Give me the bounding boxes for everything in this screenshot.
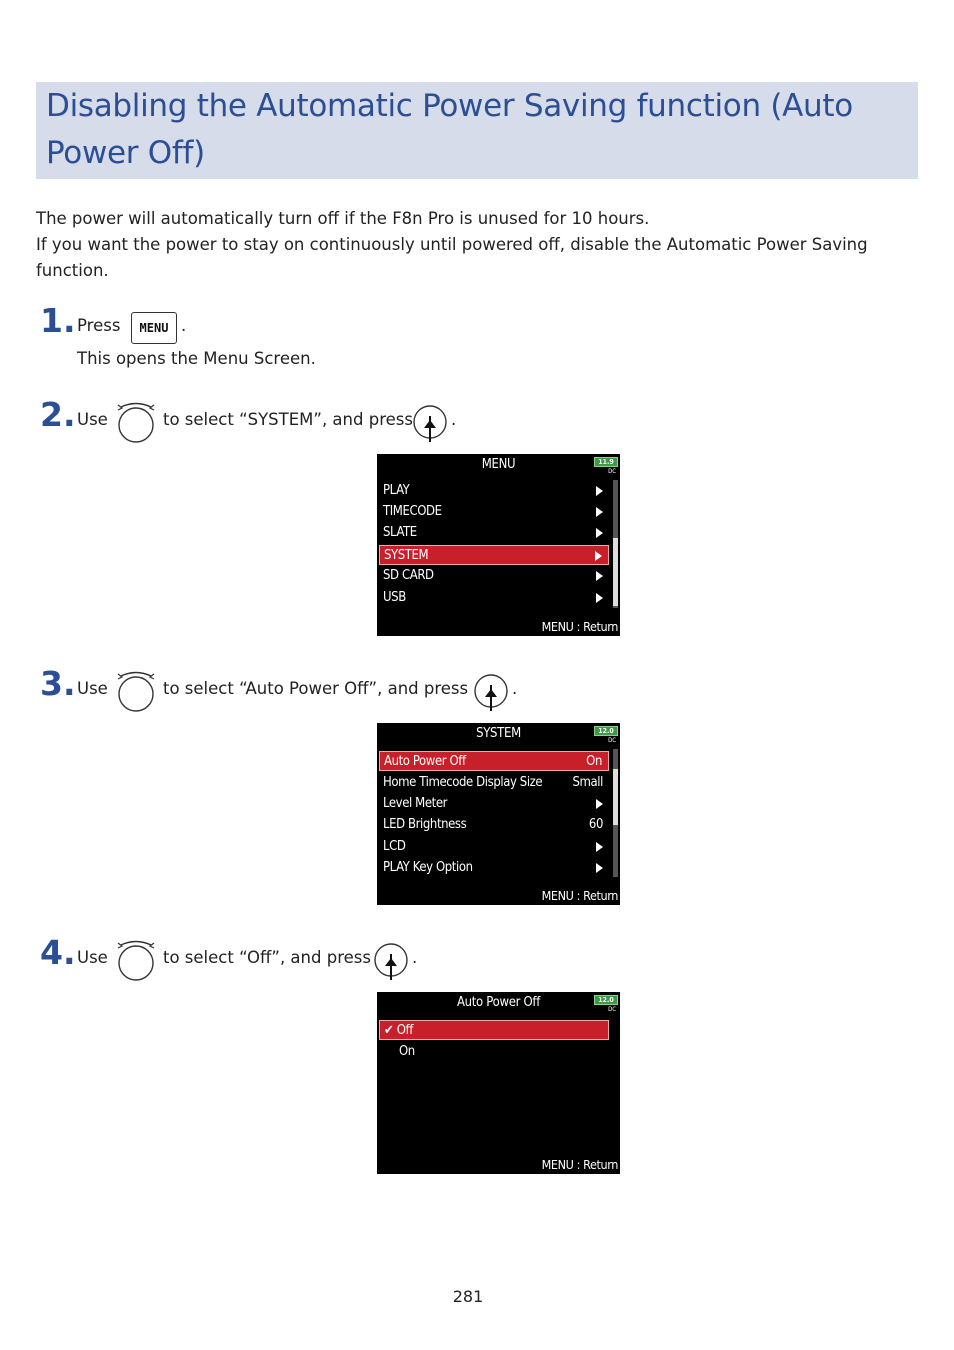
chevron-right-icon: [596, 799, 603, 809]
section-title-box: [36, 82, 918, 179]
menu-item-lcd[interactable]: LCD: [379, 837, 609, 857]
step2-period: .: [451, 410, 457, 429]
step-number-2: 2.: [40, 395, 76, 434]
system-screen: [377, 723, 620, 905]
battery-voltage: 12.0: [594, 726, 618, 736]
battery-icon: [594, 726, 618, 746]
battery-voltage: 11.9: [594, 457, 618, 467]
option-on[interactable]: On: [399, 1044, 415, 1059]
screen-footer: MENU : Return: [541, 619, 618, 634]
step2-select-text: to select “SYSTEM”, and press: [163, 410, 413, 429]
menu-item-led-brightness[interactable]: LED Brightness 60: [379, 815, 609, 835]
menu-item-home-timecode-size[interactable]: Home Timecode Display Size Small: [379, 773, 609, 793]
scrollbar-thumb[interactable]: [613, 769, 618, 825]
scrollbar[interactable]: [613, 480, 618, 608]
screen-footer: MENU : Return: [541, 888, 618, 903]
scrollbar[interactable]: [613, 749, 618, 877]
battery-source: DC: [608, 737, 616, 744]
dial-icon: [114, 401, 158, 445]
scrollbar-thumb[interactable]: [613, 538, 618, 606]
dial-icon: [114, 670, 158, 714]
intro-text: [36, 206, 916, 284]
chevron-right-icon: [595, 551, 602, 561]
battery-icon: [594, 457, 618, 477]
chevron-right-icon: [596, 486, 603, 496]
menu-item-level-meter[interactable]: Level Meter: [379, 794, 609, 814]
step1-period: .: [181, 316, 187, 335]
screen-title: MENU: [481, 457, 516, 472]
step1-press-text: Press: [77, 316, 121, 335]
step4-use-text: Use: [77, 948, 108, 967]
chevron-right-icon: [596, 528, 603, 538]
dial-press-icon: [410, 402, 450, 444]
menu-item-slate[interactable]: SLATE: [379, 523, 609, 543]
step-number-1: 1.: [40, 301, 76, 340]
step-number-4: 4.: [40, 933, 76, 972]
chevron-right-icon: [596, 507, 603, 517]
chevron-right-icon: [596, 863, 603, 873]
menu-item-play-key-option[interactable]: PLAY Key Option: [379, 858, 609, 878]
screen-title: Auto Power Off: [456, 995, 541, 1010]
battery-source: DC: [608, 1006, 616, 1013]
battery-voltage: 12.0: [594, 995, 618, 1005]
step1-subtext: This opens the Menu Screen.: [77, 349, 316, 368]
step-number-3: 3.: [40, 664, 76, 703]
dial-press-icon: [371, 940, 411, 982]
step3-select-text: to select “Auto Power Off”, and press: [163, 679, 469, 698]
battery-source: DC: [608, 468, 616, 475]
step4-period: .: [412, 948, 418, 967]
menu-item-play[interactable]: PLAY: [379, 481, 609, 501]
chevron-right-icon: [596, 842, 603, 852]
screen-title: SYSTEM: [476, 726, 521, 741]
setting-value: On: [586, 754, 602, 769]
step4-select-text: to select “Off”, and press: [163, 948, 371, 967]
menu-key-icon: MENU: [131, 312, 177, 344]
chevron-right-icon: [596, 571, 603, 581]
menu-item-timecode[interactable]: TIMECODE: [379, 502, 609, 522]
chevron-right-icon: [596, 593, 603, 603]
step3-use-text: Use: [77, 679, 108, 698]
setting-value: Small: [572, 775, 603, 790]
auto-power-off-screen: [377, 992, 620, 1174]
menu-item-auto-power-off[interactable]: Auto Power Off On: [379, 751, 609, 771]
intro-line-2: If you want the power to stay on continuously until powered off, disable the Automatic Power Saving function.: [36, 235, 868, 280]
option-off[interactable]: ✔ Off: [379, 1020, 609, 1040]
dial-icon: [114, 939, 158, 983]
menu-item-sd-card[interactable]: SD CARD: [379, 566, 609, 586]
step3-period: .: [512, 679, 518, 698]
page-number: 281: [452, 1287, 484, 1306]
page-title: Disabling the Automatic Power Saving function (Auto Power Off): [46, 88, 853, 171]
screen-footer: MENU : Return: [541, 1157, 618, 1172]
battery-icon: [594, 995, 618, 1015]
menu-item-system[interactable]: SYSTEM: [379, 545, 609, 565]
dial-press-icon: [471, 671, 511, 713]
step2-use-text: Use: [77, 410, 108, 429]
setting-value: 60: [588, 817, 603, 832]
menu-screen: [377, 454, 620, 636]
menu-item-usb[interactable]: USB: [379, 588, 609, 608]
intro-line-1: The power will automatically turn off if the F8n Pro is unused for 10 hours.: [36, 209, 650, 228]
